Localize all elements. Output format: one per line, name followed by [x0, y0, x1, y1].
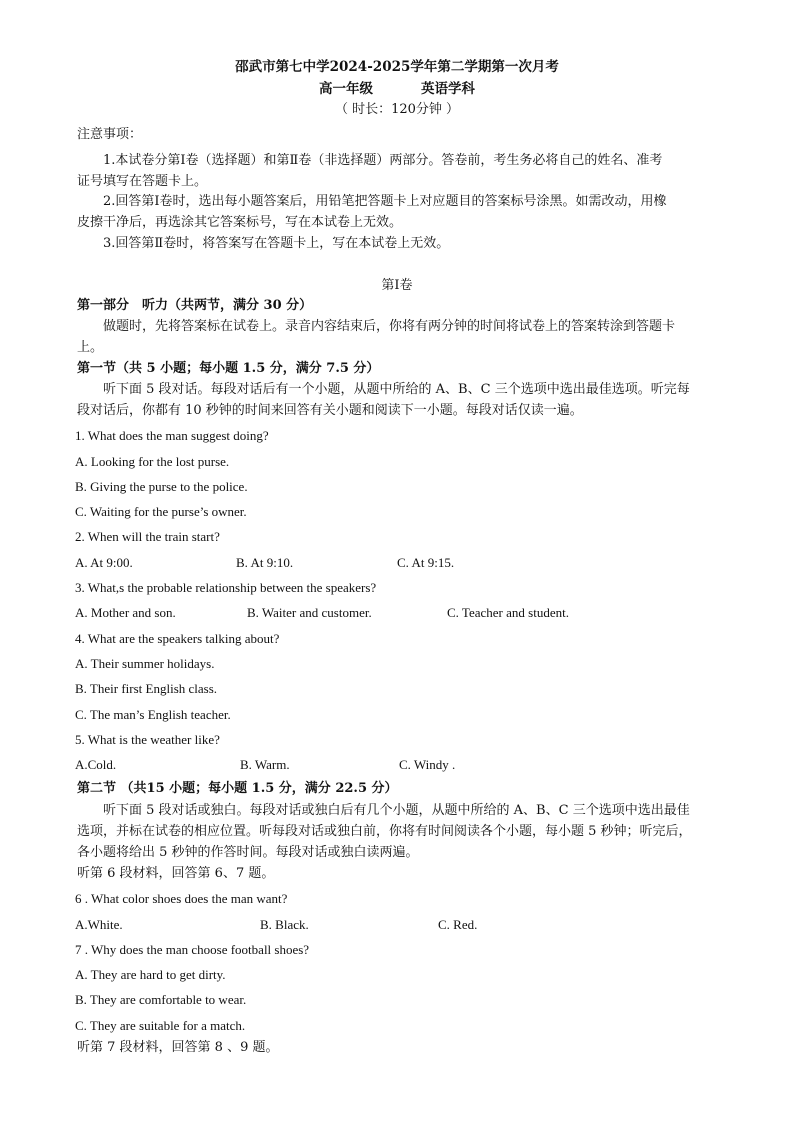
question-2-option-a: A. At 9:00.	[75, 555, 133, 570]
question-1: 1. What does the man suggest doing?	[75, 428, 269, 443]
question-5-option-b: B. Warm.	[240, 757, 290, 772]
question-6-option-a: A.White.	[75, 917, 123, 932]
section-2-intro-line3: 各小题将给出 5 秒钟的作答时间。每段对话或独白读两遍。	[77, 845, 419, 860]
question-4-option-a: A. Their summer holidays.	[75, 656, 215, 671]
volume-1-title: 第Ⅰ卷	[381, 278, 413, 293]
grade-subject-line	[0, 81, 794, 97]
exam-title: 邵武市第七中学2024-2025学年第二学期第一次月考	[235, 59, 559, 75]
question-5: 5. What is the weather like?	[75, 732, 220, 747]
part-1-intro-line1: 做题时，先将答案标在试卷上。录音内容结束后，你将有两分钟的时间将试卷上的答案转涂到答题卡	[103, 319, 676, 334]
part-1-heading: 第一部分 听力（共两节，满分 30 分）	[77, 298, 313, 313]
question-7-option-b: B. They are comfortable to wear.	[75, 992, 247, 1007]
section-2-intro-line1: 听下面 5 段对话或独白。每段对话或独白后有几个小题，从题中所给的 A、B、C 三个选项中选出最佳	[103, 803, 690, 818]
section-1-heading: 第一节（共 5 小题；每小题 1.5 分，满分 7.5 分）	[77, 361, 380, 376]
question-3: 3. What,s the probable relationship between the speakers?	[75, 580, 377, 595]
material-7-instruction: 听第 7 段材料，回答第 8 、9 题。	[77, 1040, 279, 1055]
question-1-option-a: A. Looking for the lost purse.	[75, 454, 230, 469]
question-5-option-a: A.Cold.	[75, 757, 117, 772]
question-2-option-b: B. At 9:10.	[236, 555, 294, 570]
section-2-intro-line2: 选项，并标在试卷的相应位置。听每段对话或独白前，你将有时间阅读各个小题，每小题 5 秒钟；听完后，	[77, 824, 692, 839]
notice-item-1-line1: 1.本试卷分第Ⅰ卷（选择题）和第Ⅱ卷（非选择题）两部分。答卷前，考生务必将自己的姓名、准考	[103, 153, 663, 168]
section-1-intro-line1: 听下面 5 段对话。每段对话后有一个小题，从题中所给的 A、B、C 三个选项中选出最佳选项。听完每	[103, 382, 690, 397]
notice-item-1-line2: 证号填写在答题卡上。	[77, 174, 208, 189]
question-4-option-b: B. Their first English class.	[75, 681, 218, 696]
notice-item-2-line2: 皮擦干净后，再选涂其它答案标号，写在本试卷上无效。	[77, 215, 403, 230]
notice-heading: 注意事项：	[77, 127, 143, 142]
question-2: 2. When will the train start?	[75, 529, 220, 544]
question-7-option-c: C. They are suitable for a match.	[75, 1018, 246, 1033]
question-4: 4. What are the speakers talking about?	[75, 631, 280, 646]
part-1-intro-line2: 上。	[77, 340, 104, 355]
grade-label: 高一年级	[319, 81, 373, 97]
question-6-option-c: C. Red.	[438, 917, 478, 932]
question-7: 7 . Why does the man choose football shoes?	[75, 942, 310, 957]
question-3-option-c: C. Teacher and student.	[447, 605, 569, 620]
material-6-instruction: 听第 6 段材料，回答第 6、7 题。	[77, 866, 275, 881]
question-1-option-c: C. Waiting for the purse’s owner.	[75, 504, 247, 519]
duration-label: （ 时长：120分钟 ）	[334, 102, 460, 117]
question-6: 6 . What color shoes does the man want?	[75, 891, 288, 906]
subject-label: 英语学科	[421, 81, 475, 97]
question-7-option-a: A. They are hard to get dirty.	[75, 967, 226, 982]
question-2-option-c: C. At 9:15.	[397, 555, 455, 570]
question-1-option-b: B. Giving the purse to the police.	[75, 479, 248, 494]
section-2-heading: 第二节 （共15 小题；每小题 1.5 分，满分 22.5 分）	[77, 781, 398, 796]
question-6-option-b: B. Black.	[260, 917, 309, 932]
section-1-intro-line2: 段对话后，你都有 10 秒钟的时间来回答有关小题和阅读下一小题。每段对话仅读一遍。	[77, 403, 583, 418]
notice-item-3: 3.回答第Ⅱ卷时，将答案写在答题卡上，写在本试卷上无效。	[103, 236, 450, 251]
notice-item-2-line1: 2.回答第Ⅰ卷时，选出每小题答案后，用铅笔把答题卡上对应题目的答案标号涂黑。如需改动，用橡	[103, 194, 667, 209]
question-3-option-a: A. Mother and son.	[75, 605, 176, 620]
question-5-option-c: C. Windy .	[399, 757, 456, 772]
question-4-option-c: C. The man’s English teacher.	[75, 707, 231, 722]
question-3-option-b: B. Waiter and customer.	[247, 605, 372, 620]
